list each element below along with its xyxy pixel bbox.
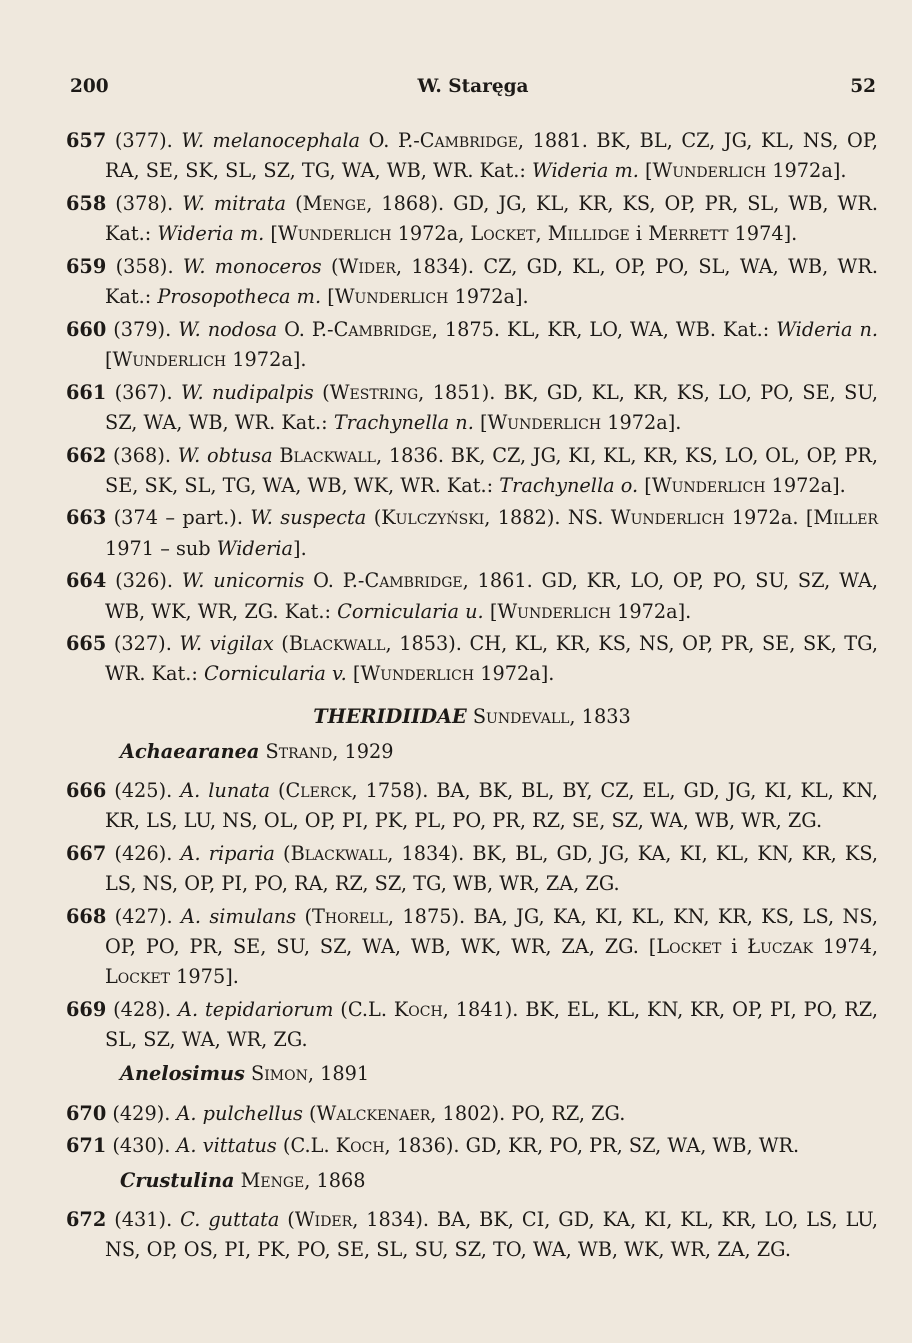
taxon-name: Wideria m. [157,222,265,246]
entry-text: 1972a]. [448,285,529,309]
species-list-anelosimus [66,1099,878,1162]
author-name: Wunderlich [497,599,611,623]
entry-number: 660 [66,317,107,341]
entry-text: 1972a]. [766,159,847,183]
genus-name: Achaearanea [120,739,260,763]
author-name: Walckenaer [316,1101,431,1125]
author-name: Blackwall [290,841,388,865]
species-entry [66,503,878,563]
entry-text: , 1841). BK, EL, KL, KN, KR, OP, PI, PO, RZ, SL, SZ, WA, WR, ZG. [105,997,878,1052]
entry-text: (430). [112,1134,177,1158]
taxon-name: W. unicornis [181,569,305,593]
author-name: Merrett [648,222,729,246]
author-name: Wider [294,1207,353,1231]
entry-text: (C.L. [276,1134,336,1158]
author-name: Wider [338,254,396,278]
species-list-crustulina [66,1205,878,1265]
entry-text: 1972a]. [226,347,307,371]
author-name: Locket [656,935,722,959]
genus-year: , 1868 [304,1168,366,1192]
entry-text: , 1851). BK, GD, KL, KR, KS, LO, PO, SE, SU, SZ, WA, WB, WR. Kat.: [105,380,879,434]
entry-number: 658 [66,191,107,215]
entry-text: (327). [113,632,180,656]
entry-number: 657 [66,129,107,152]
entry-text: (425). [114,779,181,803]
genus-heading-anelosimus [66,1059,878,1089]
species-list-achaearanea [66,776,878,1055]
family-year: , 1833 [569,704,631,728]
entry-text: i [629,222,649,246]
species-entry [66,566,878,626]
family-heading [66,702,878,732]
taxon-name: W. melanocephala [181,129,361,152]
entry-text: , 1868). GD, JG, KL, KR, KS, OP, PR, SL, WB, WR. Kat.: [105,191,878,246]
species-entry [66,189,878,249]
entry-text: (358). [115,254,183,278]
species-entry [66,378,878,438]
entry-text: (374 – part.). [113,506,251,530]
page-body [66,126,878,1268]
species-entry [66,252,878,312]
entry-number: 662 [66,443,107,467]
entry-text: , 1853). CH, KL, KR, KS, NS, OP, PR, SE, SK, TG, WR. Kat.: [105,632,878,686]
taxon-name: A. vittatus [176,1134,277,1158]
family-author: Sundevall [472,704,570,728]
entry-text: , 1861. GD, KR, LO, OP, PO, SU, SZ, WA, WB, WK, WR, ZG. Kat.: [105,569,878,623]
entry-number: 661 [66,380,107,404]
taxon-name: A. tepidariorum [178,997,334,1021]
entry-text: 1972a, [391,222,471,246]
author-name: Wunderlich [610,506,725,530]
taxon-name: W. mitrata [182,191,287,215]
page-number-left: 200 [70,76,109,97]
entry-text: , 1834). BA, BK, CI, GD, KA, KI, KL, KR, LO, LS, LU, NS, OP, OS, PI, PK, PO, SE, SL, SU, SZ, TO, WA, WB, WK, WR, ZA, ZG. [105,1207,878,1261]
taxon-name: Trachynella o. [499,473,639,497]
taxon-name: A. simulans [180,904,297,928]
genus-author: Simon [251,1062,308,1086]
genus-year: , 1929 [332,739,394,763]
author-name: Łuczak [747,935,813,959]
entry-number: 669 [66,997,107,1021]
taxon-name: Wideria [216,536,294,560]
entry-number: 664 [66,569,107,593]
author-name: Wunderlich [334,285,449,309]
author-name: Blackwall [288,632,386,656]
taxon-name: W. suspecta [250,506,367,530]
entry-number: 671 [66,1134,107,1158]
entry-text: ]. [293,536,307,560]
taxon-name: A. pulchellus [176,1101,303,1125]
species-entry [66,315,878,375]
taxon-name: A. riparia [180,841,275,865]
entry-number: 666 [66,779,107,803]
entry-text: 1972a. [ [724,506,814,530]
entry-text: (326). [115,569,182,593]
author-name: Cambridge [333,317,432,341]
entry-text: ( [366,506,382,530]
entry-text: [ [321,285,335,309]
taxon-name: W. obtusa [177,443,273,467]
species-entry [66,629,878,689]
entry-text: , 1875). BA, JG, KA, KI, KL, KN, KR, KS, LS, NS, OP, PO, PR, SE, SU, SZ, WA, WB, WK, WR, ZA, ZG. [ [105,904,878,959]
entry-text: ( [302,1101,317,1125]
author-name: Wunderlich [112,347,227,371]
entry-text: , 1836). GD, KR, PO, PR, SZ, WA, WB, WR. [384,1134,800,1158]
author-name: Wunderlich [277,222,392,246]
entry-text: [ [105,347,113,371]
author-name: Wunderlich [652,159,767,183]
entry-text: , 1875. KL, KR, LO, WA, WB. Kat.: [431,317,777,341]
entry-text: (367). [114,380,182,404]
genus-name: Anelosimus [120,1062,245,1086]
taxon-name: Cornicularia u. [337,599,484,623]
entry-text: 1974, [812,935,878,959]
page-number-right: 52 [850,76,876,97]
taxon-name: W. nodosa [178,317,278,341]
species-entry [66,776,878,836]
entry-number: 672 [66,1207,107,1231]
author-name: Menge [302,191,367,215]
entry-text: [ [346,662,361,686]
entry-text: ( [270,779,286,803]
entry-text: , 1882). NS. [484,506,611,530]
genus-heading-crustulina [66,1166,878,1196]
entry-text: (C.L. [333,997,394,1021]
entry-text: ( [279,1207,295,1231]
family-name: THERIDIIDAE [313,704,467,728]
author-name: Wunderlich [487,410,602,434]
genus-author: Menge [240,1168,305,1192]
author-name: Wunderlich [360,662,475,686]
entry-text: (427). [114,904,181,928]
entry-text: 1972a]. [601,410,682,434]
running-header [70,76,876,100]
entry-text: 1971 – sub [105,536,217,560]
species-entry [66,126,878,186]
entry-text: [ [483,599,498,623]
species-entry [66,1205,878,1265]
entry-text: , 1881. BK, BL, CZ, JG, KL, NS, OP, RA, SE, SK, SL, SZ, TG, WA, WB, WR. Kat.: [105,129,879,183]
taxon-name: Cornicularia v. [204,662,347,686]
author-name: Clerck [285,779,352,803]
entry-number: 665 [66,632,107,656]
entry-text: , [535,222,548,246]
entry-text: O. P.- [304,569,365,593]
species-entry [66,441,878,501]
genus-name: Crustulina [120,1168,235,1192]
entry-text: [ [638,159,653,183]
entry-text: (378). [115,191,183,215]
author-name: Miller [813,506,878,530]
taxon-name: Trachynella n. [333,410,474,434]
entry-number: 667 [66,841,107,865]
entry-text: ( [321,254,339,278]
entry-text: (428). [113,997,179,1021]
genus-year: , 1891 [307,1062,370,1086]
author-name: Millidge [547,222,630,246]
genus-author: Strand [265,739,333,763]
entry-text: (431). [114,1207,181,1231]
author-name: Westring [329,380,419,404]
entry-text: ( [296,904,313,928]
entry-text: i [721,935,748,959]
entry-text: 1972a]. [610,599,692,623]
author-name: Locket [105,965,171,989]
author-name: Thorell [312,904,388,928]
taxon-name: W. nudipalpis [181,380,314,404]
entry-text: (379). [113,317,179,341]
entry-text: (377). [114,129,182,152]
species-entry [66,839,878,899]
author-name: Cambridge [419,129,518,152]
entry-text: ( [274,841,291,865]
entry-text: ( [313,380,330,404]
author-name: Koch [335,1134,385,1158]
running-title: W. Staręga [417,76,529,97]
species-list-walckenaeria [66,126,878,690]
author-name: Wunderlich [651,473,766,497]
entry-text: [ [473,410,488,434]
entry-number: 659 [66,254,107,278]
entry-text: [ [638,473,652,497]
entry-text: ( [273,632,289,656]
taxon-name: Prosopotheca m. [157,285,322,309]
author-name: Koch [393,997,443,1021]
entry-text: 1972a]. [474,662,555,686]
entry-number: 663 [66,506,107,530]
entry-text: [ [264,222,278,246]
entry-text: 1972a]. [765,473,846,497]
entry-text: (426). [114,841,181,865]
author-name: Blackwall [279,443,376,467]
entry-number: 668 [66,904,107,928]
entry-text: , 1836. BK, CZ, JG, KI, KL, KR, KS, LO, OL, OP, PR, SE, SK, SL, TG, WA, WB, WK, WR. Kat.: [105,443,878,497]
species-entry [66,902,878,993]
species-entry [66,995,878,1055]
entry-text: 1974]. [728,222,798,246]
author-name: Locket [470,222,536,246]
taxon-name: W. monoceros [182,254,322,278]
entry-number: 670 [66,1101,107,1125]
entry-text: , 1758). BA, BK, BL, BY, CZ, EL, GD, JG, KI, KL, KN, KR, LS, LU, NS, OL, OP, PI, PK, PL, PO, PR, RZ, SE, SZ, WA, WB, WR, ZG. [105,779,878,833]
entry-text: , 1802). PO, RZ, ZG. [430,1101,626,1125]
taxon-name: Wideria n. [776,317,878,341]
taxon-name: C. guttata [180,1207,280,1231]
taxon-name: W. vigilax [179,632,274,656]
entry-text: O. P.- [360,129,420,152]
entry-text: , 1834). BK, BL, GD, JG, KA, KI, KL, KN, KR, KS, LS, NS, OP, PI, PO, RA, RZ, SZ, TG, WB, WR, ZA, ZG. [105,841,878,896]
entry-text: ( [286,191,303,215]
entry-text: , 1834). CZ, GD, KL, OP, PO, SL, WA, WB, WR. Kat.: [105,254,879,309]
taxon-name: A. lunata [180,779,271,803]
entry-text: (429). [112,1101,177,1125]
entry-text: (368). [113,443,178,467]
entry-text: 1975]. [170,965,239,989]
species-entry [66,1099,878,1129]
author-name: Cambridge [364,569,463,593]
author-name: Kulczyński [381,506,485,530]
genus-heading-achaearanea [66,737,878,767]
entry-text: O. P.- [277,317,334,341]
species-entry [66,1131,878,1161]
taxon-name: Wideria m. [532,159,639,183]
